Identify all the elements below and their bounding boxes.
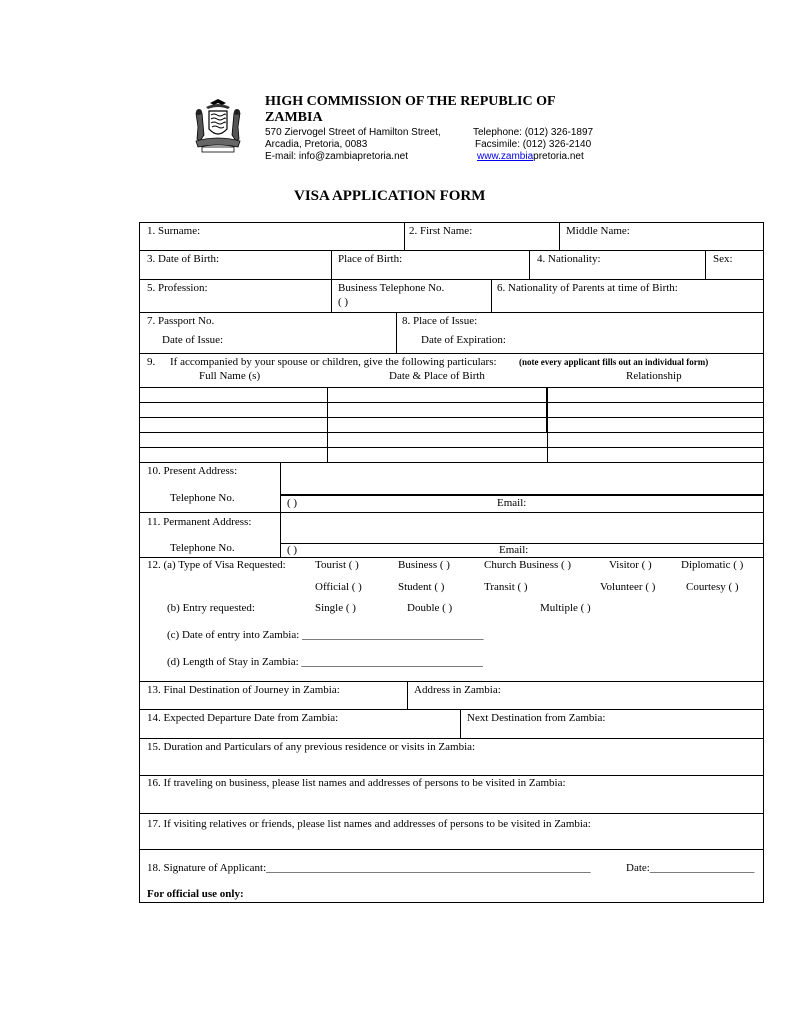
- visa-church-business-option[interactable]: Church Business ( ): [484, 559, 572, 571]
- first-name-input[interactable]: [405, 238, 558, 249]
- present-address-label: 10. Present Address:: [147, 465, 238, 477]
- place-of-birth-label: Place of Birth:: [338, 253, 403, 265]
- q9-number: 9.: [147, 356, 156, 368]
- sex-label: Sex:: [713, 253, 733, 265]
- place-of-issue-label: 8. Place of Issue:: [402, 315, 478, 327]
- date-field[interactable]: Date:___________________: [626, 862, 755, 874]
- entry-single-option[interactable]: Single ( ): [315, 602, 356, 614]
- q12a-label: 12. (a) Type of Visa Requested:: [147, 559, 286, 571]
- address-line1: 570 Ziervogel Street of Hamilton Street,: [265, 127, 441, 138]
- visa-diplomatic-option[interactable]: Diplomatic ( ): [681, 559, 744, 571]
- q9-note: (note every applicant fills out an individual form): [519, 357, 709, 367]
- visa-volunteer-option[interactable]: Volunteer ( ): [600, 581, 656, 593]
- org-name-line1: HIGH COMMISSION OF THE REPUBLIC OF: [265, 94, 556, 109]
- entry-double-option[interactable]: Double ( ): [407, 602, 453, 614]
- visa-courtesy-option[interactable]: Courtesy ( ): [686, 581, 739, 593]
- present-email-label: Email:: [497, 497, 527, 509]
- q14-label: 14. Expected Departure Date from Zambia:: [147, 712, 339, 724]
- q16-label: 16. If traveling on business, please list names and addresses of persons to be visited in Zambia:: [147, 777, 566, 789]
- visa-tourist-option[interactable]: Tourist ( ): [315, 559, 359, 571]
- profession-label: 5. Profession:: [147, 282, 208, 294]
- q12d-label[interactable]: (d) Length of Stay in Zambia: _________________________________: [167, 656, 483, 668]
- telephone-line: Telephone: (012) 326-1897: [473, 127, 594, 138]
- permanent-address-label: 11. Permanent Address:: [147, 516, 252, 528]
- q15-label: 15. Duration and Particulars of any previous residence or visits in Zambia:: [147, 741, 476, 753]
- permanent-telephone-paren[interactable]: ( ): [287, 544, 298, 556]
- permanent-address-input[interactable]: [281, 513, 763, 542]
- org-name-line2: ZAMBIA: [265, 110, 323, 125]
- date-of-issue-label: Date of Issue:: [162, 334, 224, 346]
- q14-next-label: Next Destination from Zambia:: [467, 712, 606, 724]
- first-name-label: 2. First Name:: [409, 225, 473, 237]
- companion-row-1[interactable]: [140, 388, 763, 401]
- business-phone-paren[interactable]: ( ): [338, 296, 349, 308]
- signature-field[interactable]: 18. Signature of Applicant:___________________________________________________________: [147, 862, 591, 874]
- companion-row-4[interactable]: [140, 433, 763, 446]
- official-use-label: For official use only:: [147, 888, 244, 900]
- visa-student-option[interactable]: Student ( ): [398, 581, 445, 593]
- q12c-label[interactable]: (c) Date of entry into Zambia: _________________________________: [167, 629, 484, 641]
- passport-no-label: 7. Passport No.: [147, 315, 215, 327]
- col-full-name: Full Name (s): [199, 370, 261, 382]
- companion-row-5[interactable]: [140, 448, 763, 461]
- parents-nationality-label: 6. Nationality of Parents at time of Birth:: [497, 282, 678, 294]
- q12b-label: (b) Entry requested:: [167, 602, 255, 614]
- address-line2: Arcadia, Pretoria, 0083: [265, 139, 368, 150]
- visa-visitor-option[interactable]: Visitor ( ): [609, 559, 652, 571]
- date-of-birth-label: 3. Date of Birth:: [147, 253, 220, 265]
- permanent-email-label: Email:: [499, 544, 529, 556]
- website-rest: pretoria.net: [533, 151, 584, 162]
- email-line: E-mail: info@zambiapretoria.net: [265, 151, 408, 162]
- visa-official-option[interactable]: Official ( ): [315, 581, 362, 593]
- date-of-expiration-label: Date of Expiration:: [421, 334, 506, 346]
- website-line: [477, 151, 584, 163]
- col-relationship: Relationship: [626, 370, 682, 382]
- present-telephone-paren[interactable]: ( ): [287, 497, 298, 509]
- permanent-telephone-label: Telephone No.: [170, 542, 235, 554]
- q17-label: 17. If visiting relatives or friends, please list names and addresses of persons to be visited in Zambia:: [147, 818, 591, 830]
- q9-text: If accompanied by your spouse or children, give the following particulars:: [170, 356, 497, 368]
- website-link[interactable]: www.zambia: [477, 151, 534, 162]
- visa-transit-option[interactable]: Transit ( ): [484, 581, 528, 593]
- nationality-label: 4. Nationality:: [537, 253, 601, 265]
- visa-business-option[interactable]: Business ( ): [398, 559, 450, 571]
- business-phone-label: Business Telephone No.: [338, 282, 445, 294]
- q16-input[interactable]: [140, 791, 763, 812]
- surname-input[interactable]: [140, 238, 403, 249]
- entry-multiple-option[interactable]: Multiple ( ): [540, 602, 591, 614]
- form-title: VISA APPLICATION FORM: [294, 188, 486, 204]
- middle-name-input[interactable]: [560, 238, 762, 249]
- q15-input[interactable]: [140, 755, 763, 774]
- q13-label: 13. Final Destination of Journey in Zambia:: [147, 684, 340, 696]
- present-telephone-label: Telephone No.: [170, 492, 235, 504]
- q13-address-label: Address in Zambia:: [414, 684, 501, 696]
- surname-label: 1. Surname:: [147, 225, 201, 237]
- present-address-input[interactable]: [281, 463, 763, 493]
- q17-input[interactable]: [140, 832, 763, 848]
- col-date-place: Date & Place of Birth: [389, 370, 485, 382]
- zambia-coat-of-arms-icon: [188, 95, 248, 155]
- facsimile-line: Facsimile: (012) 326-2140: [475, 139, 592, 150]
- middle-name-label: Middle Name:: [566, 225, 630, 237]
- companion-row-2[interactable]: [140, 403, 763, 416]
- companion-row-3[interactable]: [140, 418, 763, 431]
